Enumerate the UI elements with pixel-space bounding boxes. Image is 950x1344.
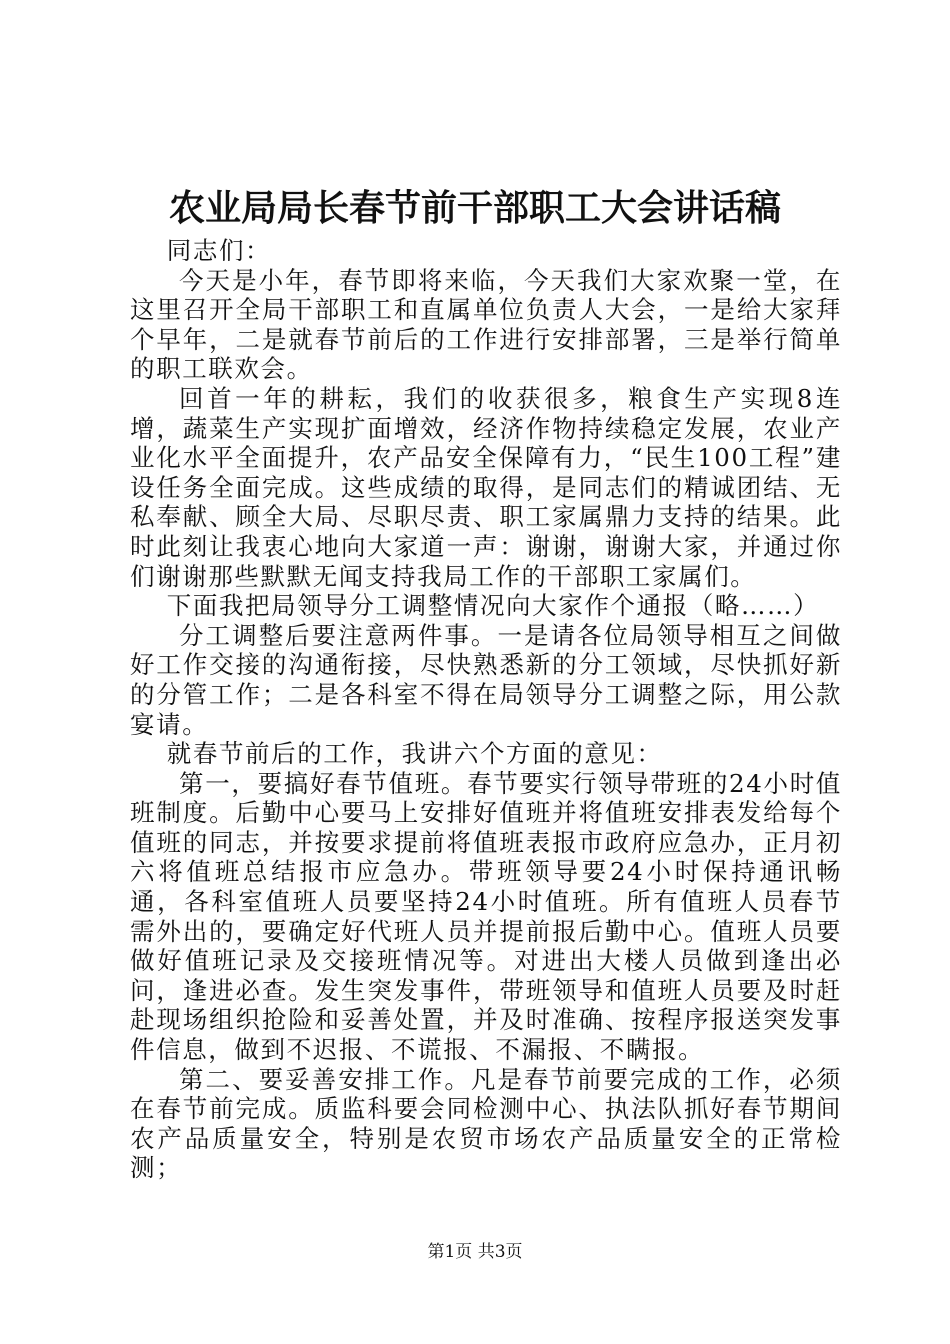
paragraph-opening: 今天是小年，春节即将来临，今天我们大家欢聚一堂，在这里召开全局干部职工和直属单位负责人大会，一是给大家拜个早年，二是就春节前后的工作进行安排部署，三是举行简单的职工联欢会。 <box>130 265 842 384</box>
paragraph-six-points-intro: 就春节前后的工作，我讲六个方面的意见： <box>166 739 663 769</box>
paragraph-point-one: 第一，要搞好春节值班。春节要实行领导带班的24小时值班制度。后勤中心要马上安排好值班并将值班安排表发给每个值班的同志，并按要求提前将值班表报市政府应急办，正月初六将值班总结报市应急办。带班领导要24小时保持通讯畅通，各科室值班人员要坚持24小时值班。所有值班人员春节需外出的，要确定好代班人员并提前报后勤中心。值班人员要做好值班记录及交接班情况等。对进出大楼人员做到逢出必问，逢进必查。发生突发事件，带班领导和值班人员要及时赶赴现场组织抢险和妥善处置，并及时准确、按程序报送突发事件信息，做到不迟报、不谎报、不漏报、不瞒报。 <box>130 768 842 1065</box>
paragraph-division-adjustment: 分工调整后要注意两件事。一是请各位局领导相互之间做好工作交接的沟通衔接，尽快熟悉新的分工领域，尽快抓好新的分管工作；二是各科室不得在局领导分工调整之际，用公款宴请。 <box>130 620 842 739</box>
document-title: 农业局局长春节前干部职工大会讲话稿 <box>168 187 781 229</box>
page-footer: 第1页 共3页 <box>427 1242 523 1262</box>
paragraph-review: 回首一年的耕耘，我们的收获很多，粮食生产实现8连增，蔬菜生产实现扩面增效，经济作物持续稳定发展，农业产业化水平全面提升，农产品安全保障有力，“民生100工程”建设任务全面完成。这些成绩的取得，是同志们的精诚团结、无私奉献、顾全大局、尽职尽责、职工家属鼎力支持的结果。此时此刻让我衷心地向大家道一声：谢谢，谢谢大家，并通过你们谢谢那些默默无闻支持我局工作的干部职工家属们。 <box>130 383 842 591</box>
paragraph-announcement: 下面我把局领导分工调整情况向大家作个通报（略……） <box>166 591 820 621</box>
salutation: 同志们： <box>166 236 272 265</box>
document-body <box>130 236 842 1183</box>
paragraph-point-two: 第二、要妥善安排工作。凡是春节前要完成的工作，必须在春节前完成。质监科要会同检测中心、执法队抓好春节期间农产品质量安全，特别是农贸市场农产品质量安全的正常检测； <box>130 1064 842 1183</box>
